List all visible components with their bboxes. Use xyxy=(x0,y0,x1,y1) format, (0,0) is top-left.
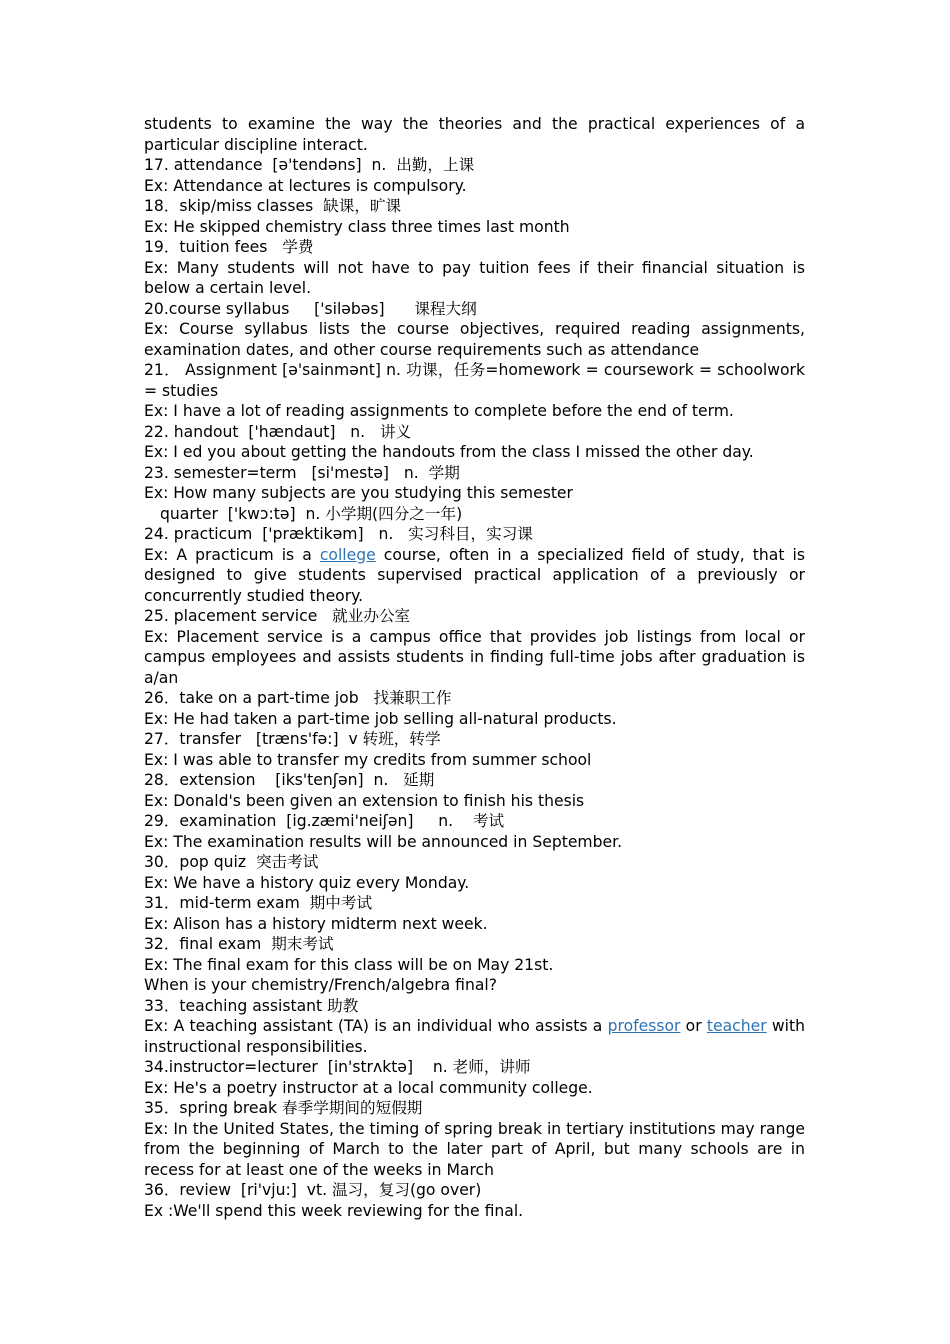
text-line: Ex: Attendance at lectures is compulsory. xyxy=(144,176,467,195)
text-line: 26．take on a part-time job 找兼职工作 xyxy=(144,689,452,707)
text-line: 21． Assignment [ə'sainmənt] n. 功课，任务=homework = coursework = schoolwork = studies xyxy=(144,361,805,400)
text-line: 31．mid-term exam 期中考试 xyxy=(144,894,373,912)
text-line: 29．examination [ig.zæmi'neiʃən] n. 考试 xyxy=(144,812,505,830)
text-span: Ex: A practicum is a xyxy=(144,545,320,564)
text-line: 25. placement service 就业办公室 xyxy=(144,607,411,625)
text-span: with instructional responsibilities. xyxy=(144,1017,805,1056)
document-body xyxy=(144,114,805,1221)
text-line: 34.instructor=lecturer [in'strʌktə] n. 老师，讲师 xyxy=(144,1058,531,1076)
text-line xyxy=(144,545,805,607)
text-line: Ex: Placement service is a campus office that provides job listings from local or campus employees and assists students in finding full-time jobs after graduation is a/an xyxy=(144,627,805,687)
text-line: 18．skip/miss classes 缺课，旷课 xyxy=(144,197,402,215)
text-line: Ex: Donald's been given an extension to finish his thesis xyxy=(144,791,585,810)
text-line: Ex: In the United States, the timing of spring break in tertiary institutions may range from the beginning of March to the later part of April, but many schools are in recess for at least one of the weeks in March xyxy=(144,1119,805,1179)
professor-link[interactable]: professor xyxy=(607,1017,681,1035)
text-line: 30．pop quiz 突击考试 xyxy=(144,853,319,871)
text-line: 20.course syllabus ['siləbəs] 课程大纲 xyxy=(144,299,477,318)
text-line: 23. semester=term [si'mestə] n. 学期 xyxy=(144,463,460,482)
text-line: 35．spring break 春季学期间的短假期 xyxy=(144,1099,423,1117)
text-line: 24. practicum ['præktikəm] n. 实习科目，实习课 xyxy=(144,525,533,543)
text-line: 27．transfer [træns'fə:] v 转班，转学 xyxy=(144,730,441,748)
text-line: 19．tuition fees 学费 xyxy=(144,238,314,256)
text-line: quarter ['kwɔ:tə] n. 小学期(四分之一年) xyxy=(160,504,463,523)
text-line: Ex: The final exam for this class will be on May 21st. xyxy=(144,955,554,974)
text-line: 33．teaching assistant 助教 xyxy=(144,996,359,1015)
text-line: 17. attendance [ə'tendəns] n. 出勤，上课 xyxy=(144,156,475,174)
text-line: Ex :We'll spend this week reviewing for the final. xyxy=(144,1201,524,1220)
text-span: or xyxy=(680,1017,707,1035)
text-line: Ex: Course syllabus lists the course objectives, required reading assignments, examination dates, and other course requirements such as attendance xyxy=(144,320,805,359)
text-line: 22. handout ['hændaut] n. 讲义 xyxy=(144,422,412,441)
text-line: Ex: He skipped chemistry class three times last month xyxy=(144,217,570,236)
text-line: Ex: The examination results will be announced in September. xyxy=(144,832,623,851)
text-line: Ex: Many students will not have to pay tuition fees if their financial situation is below a certain level. xyxy=(144,258,805,297)
text-line: Ex: I was able to transfer my credits from summer school xyxy=(144,750,592,769)
text-line: Ex: We have a history quiz every Monday. xyxy=(144,873,470,892)
text-line: 32．final exam 期末考试 xyxy=(144,935,334,953)
text-line: Ex: How many subjects are you studying this semester xyxy=(144,484,573,502)
text-line: 36．review [ri'vju:] vt. 温习，复习(go over) xyxy=(144,1181,482,1199)
text-line xyxy=(144,1016,805,1057)
text-span: Ex: A teaching assistant (TA) is an individual who assists a xyxy=(144,1017,608,1035)
text-line: When is your chemistry/French/algebra final? xyxy=(144,976,498,994)
text-line: Ex: I have a lot of reading assignments to complete before the end of term. xyxy=(144,402,734,420)
text-line: Ex: I ed you about getting the handouts from the class I missed the other day. xyxy=(144,443,754,461)
text-line: Ex: He had taken a part-time job selling all-natural products. xyxy=(144,709,617,728)
text-line: 28．extension [iks'tenʃən] n. 延期 xyxy=(144,771,435,789)
text-span: course, often in a specialized field of study, that is designed to give students supervised practical application of a previously or concurrently studied theory. xyxy=(144,545,805,605)
text-line: Ex: He's a poetry instructor at a local community college. xyxy=(144,1078,593,1097)
text-line: students to examine the way the theories and the practical experiences of a particular discipline interact. xyxy=(144,115,805,154)
text-line: Ex: Alison has a history midterm next week. xyxy=(144,914,488,933)
college-link[interactable]: college xyxy=(319,545,376,564)
teacher-link[interactable]: teacher xyxy=(706,1017,767,1035)
